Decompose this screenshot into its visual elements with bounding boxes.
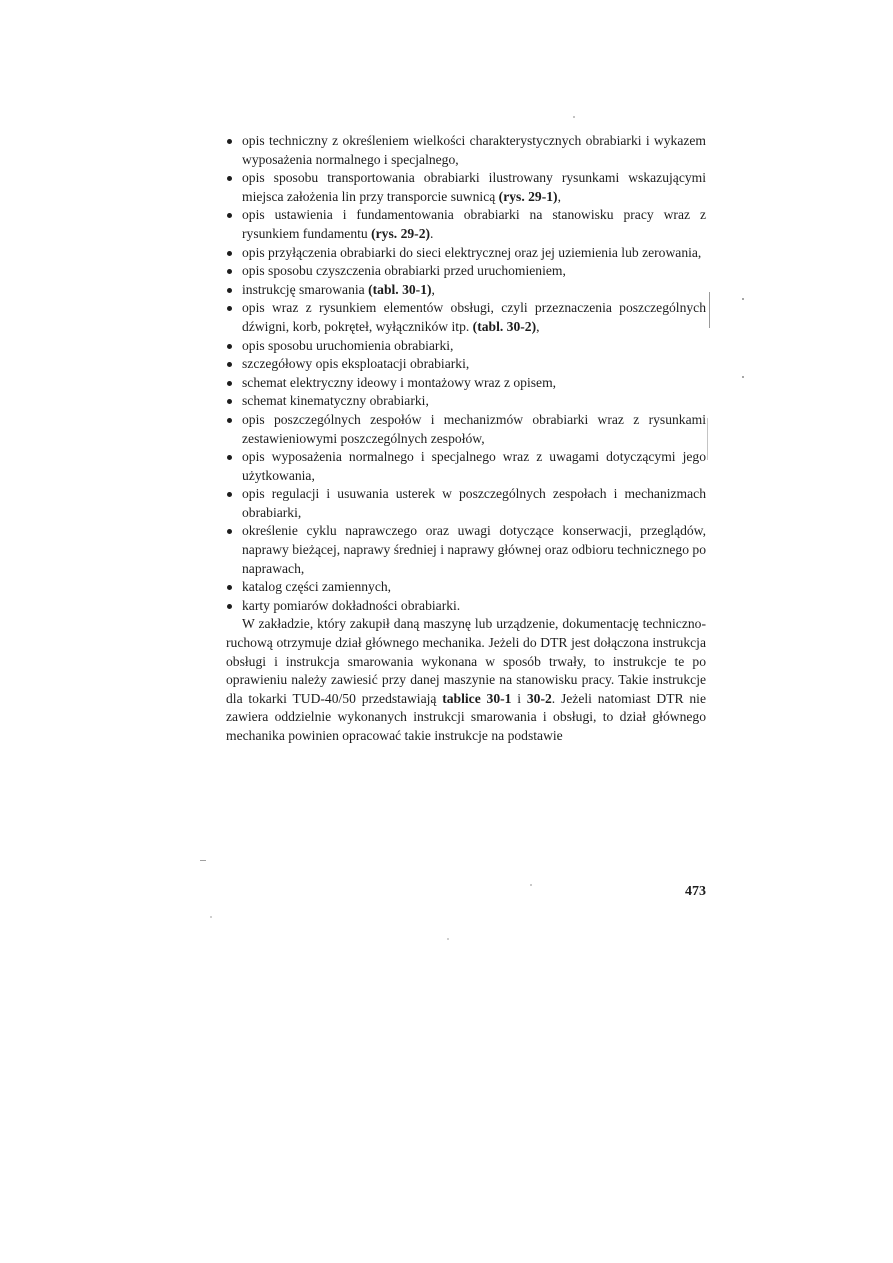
list-item-text: określenie cyklu naprawczego oraz uwagi dotyczące konserwacji, przeglądów, naprawy bieżącej, naprawy średniej i naprawy głównej oraz odbioru technicznego po naprawach, xyxy=(242,523,706,576)
list-item xyxy=(226,522,706,578)
list-item xyxy=(226,392,706,411)
scan-speck xyxy=(742,298,744,300)
bullet-icon xyxy=(227,455,232,460)
bullet-list xyxy=(226,132,706,615)
list-item-text: opis poszczególnych zespołów i mechanizmów obrabiarki wraz z rysunkami zestawieniowymi poszczególnych zespołów, xyxy=(242,411,706,446)
list-item-reference: (rys. 29-2) xyxy=(371,225,431,241)
list-item xyxy=(226,132,706,169)
bullet-icon xyxy=(227,529,232,534)
list-item xyxy=(226,281,706,300)
scan-speck xyxy=(210,916,212,918)
paragraph-ref-1: tablice 30-1 xyxy=(442,690,512,706)
bullet-icon xyxy=(227,269,232,274)
list-item xyxy=(226,262,706,281)
scan-mark xyxy=(709,292,710,328)
bullet-icon xyxy=(227,381,232,386)
list-item-text: schemat kinematyczny obrabiarki, xyxy=(242,393,429,409)
bullet-icon xyxy=(227,139,232,144)
page-number: 473 xyxy=(685,884,706,899)
list-item xyxy=(226,578,706,597)
list-item xyxy=(226,448,706,485)
list-item xyxy=(226,206,706,243)
list-item-text: opis sposobu transportowania obrabiarki ilustrowany rysunkami wskazującymi miejsca założenia lin przy transporcie suwnicą xyxy=(242,170,706,204)
list-item-text: opis sposobu uruchomienia obrabiarki, xyxy=(242,337,454,353)
list-item-text: opis sposobu czyszczenia obrabiarki przed uruchomieniem, xyxy=(242,263,566,279)
list-item-punctuation: . xyxy=(430,225,434,241)
body-paragraph xyxy=(226,615,706,745)
list-item xyxy=(226,597,706,616)
scan-speck xyxy=(573,116,575,118)
scan-speck xyxy=(447,938,449,940)
list-item xyxy=(226,355,706,374)
bullet-icon xyxy=(227,362,232,367)
list-item xyxy=(226,411,706,448)
bullet-icon xyxy=(227,399,232,404)
list-item-reference: (rys. 29-1) xyxy=(498,188,558,204)
list-item xyxy=(226,485,706,522)
text-block xyxy=(226,132,706,746)
list-item-text: opis wyposażenia normalnego i specjalnego wraz z uwagami dotyczącymi jego użytkowania, xyxy=(242,449,706,483)
bullet-icon xyxy=(227,251,232,256)
bullet-icon xyxy=(227,492,232,497)
bullet-icon xyxy=(227,585,232,590)
list-item-text: katalog części zamiennych, xyxy=(242,579,392,595)
list-item-punctuation: , xyxy=(431,281,435,297)
scan-speck xyxy=(530,884,532,886)
list-item-text: karty pomiarów dokładności obrabiarki. xyxy=(242,597,461,613)
list-item-text: schemat elektryczny ideowy i montażowy wraz z opisem, xyxy=(242,374,557,390)
paragraph-text-2: . Jeżeli natomiast DTR nie zawiera oddzielnie wykonanych instrukcji smarowania i obsługi, to dział głównego mechanika powinien opracować takie instrukcje na podstawie xyxy=(226,690,706,743)
bullet-icon xyxy=(227,418,232,423)
bullet-icon xyxy=(227,176,232,181)
list-item-text: instrukcję smarowania xyxy=(242,281,369,297)
scan-speck xyxy=(742,376,744,378)
list-item-text: opis ustawienia i fundamentowania obrabiarki na stanowisku pracy wraz z rysunkiem fundamentu xyxy=(242,207,706,241)
list-item-text: szczegółowy opis eksploatacji obrabiarki, xyxy=(242,356,470,372)
bullet-icon xyxy=(227,213,232,218)
list-item-text: opis regulacji i usuwania usterek w poszczególnych zespołach i mechanizmach obrabiarki, xyxy=(242,486,706,520)
paragraph-ref-2: 30-2 xyxy=(526,690,552,706)
bullet-icon xyxy=(227,306,232,311)
list-item-text: opis wraz z rysunkiem elementów obsługi, czyli przeznaczenia poszczególnych dźwigni, korb, pokręteł, wyłączników itp. xyxy=(242,300,706,334)
list-item xyxy=(226,299,706,336)
list-item-reference: (tabl. 30-1) xyxy=(368,281,432,297)
bullet-icon xyxy=(227,604,232,609)
list-item xyxy=(226,244,706,263)
paragraph-text-1: W zakładzie, który zakupił daną maszynę lub urządzenie, dokumentację techniczno-ruchową otrzymuje dział głównego mechanika. Jeżeli do DTR jest dołączona instrukcja obsługi i instrukcja smarowania wykonana w sposób trwały, to instrukcje te po oprawieniu należy zawiesić przy danej maszynie na stanowisku pracy. Takie instrukcje dla tokarki TUD-40/50 przedstawiają xyxy=(226,616,706,706)
paragraph-text-mid: i xyxy=(511,690,527,706)
list-item-punctuation: , xyxy=(536,318,540,334)
list-item-text: opis przyłączenia obrabiarki do sieci elektrycznej oraz jej uziemienia lub zerowania, xyxy=(242,244,702,260)
list-item-text: opis techniczny z określeniem wielkości charakterystycznych obrabiarki i wykazem wyposażenia normalnego i specjalnego, xyxy=(242,133,706,167)
bullet-icon xyxy=(227,288,232,293)
list-item xyxy=(226,337,706,356)
list-item xyxy=(226,169,706,206)
bullet-icon xyxy=(227,344,232,349)
list-item xyxy=(226,374,706,393)
list-item-reference: (tabl. 30-2) xyxy=(472,318,537,334)
scan-speck xyxy=(200,860,206,861)
scan-mark xyxy=(707,418,708,460)
list-item-punctuation: , xyxy=(557,188,561,204)
